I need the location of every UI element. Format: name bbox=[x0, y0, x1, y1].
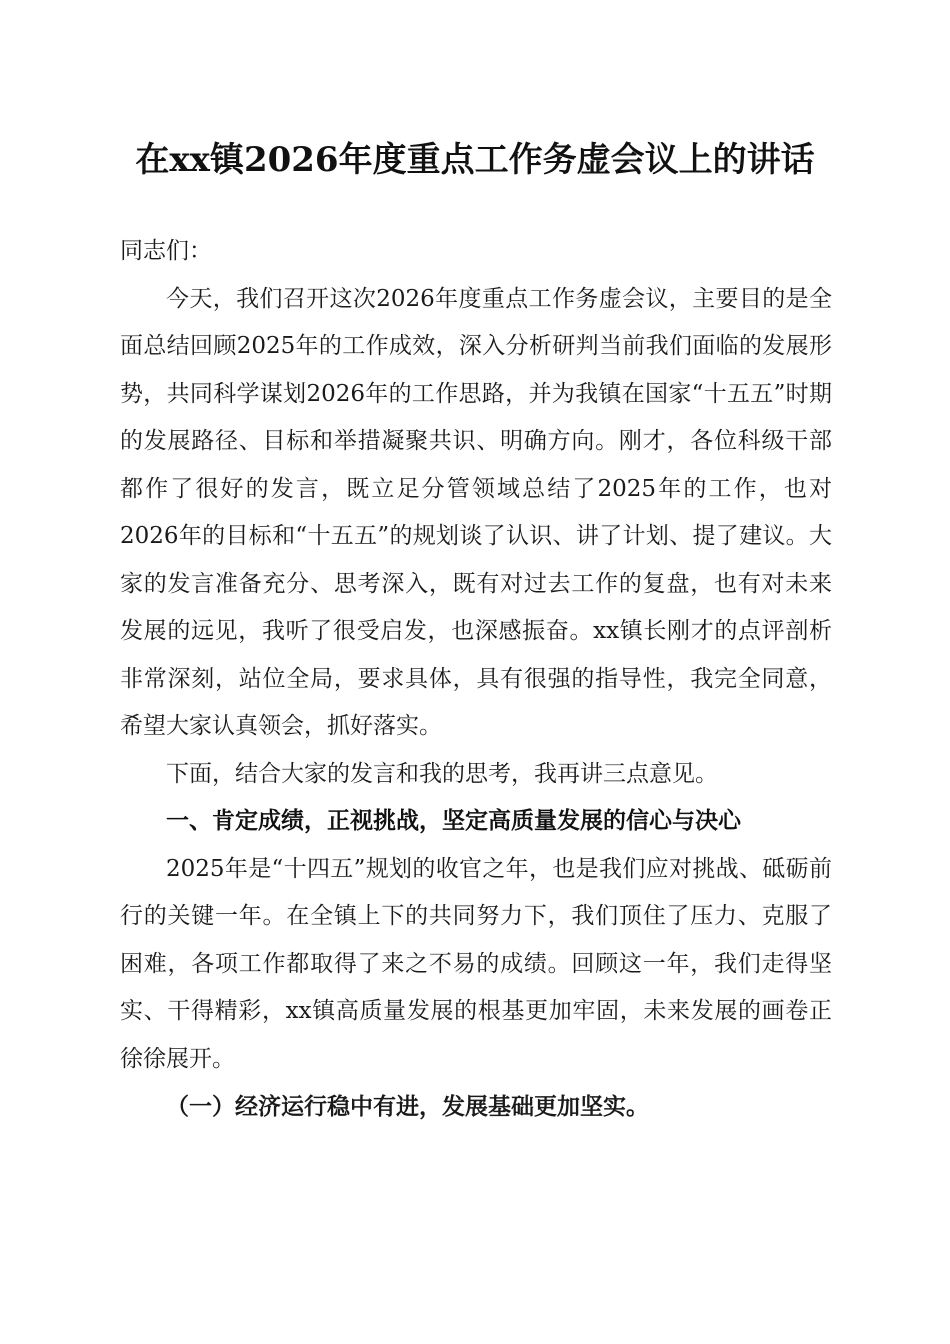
document-title: 在xx镇2026年度重点工作务虚会议上的讲话 bbox=[135, 140, 815, 180]
section-heading-1: 一、肯定成绩，正视挑战，坚定高质量发展的信心与决心 bbox=[166, 808, 741, 834]
salutation: 同志们： bbox=[120, 238, 212, 264]
subsection-heading-1: （一）经济运行稳中有进，发展基础更加坚实。 bbox=[166, 1093, 649, 1120]
intro-paragraph: 今天，我们召开这次2026年度重点工作务虚会议，主要目的是全面总结回顾2025年的工作成效，深入分析研判当前我们面临的发展形势，共同科学谋划2026年的工作思路，并为我镇在国家“十五五”时期的发展路径、目标和举措凝聚共识、明确方向。刚才，各位科级干部都作了很好的发言，既立足分管领域总结了2025年的工作，也对2026年的目标和“十五五”的规划谈了认识、讲了计划、提了建议。大家的发言准备充分、思考深入，既有对过去工作的复盘，也有对未来发展的远见，我听了很受启发，也深感振奋。xx镇长刚才的点评剖析非常深刻，站位全局，要求具体，具有很强的指导性，我完全同意，希望大家认真领会，抓好落实。 bbox=[120, 285, 832, 739]
transition-paragraph: 下面，结合大家的发言和我的思考，我再讲三点意见。 bbox=[166, 760, 718, 787]
document-body bbox=[120, 228, 832, 1131]
section-1-paragraph: 2025年是“十四五”规划的收官之年，也是我们应对挑战、砥砺前行的关键一年。在全镇上下的共同努力下，我们顶住了压力、克服了困难，各项工作都取得了来之不易的成绩。回顾这一年，我们走得坚实、干得精彩，xx镇高质量发展的根基更加牢固，未来发展的画卷正徐徐展开。 bbox=[120, 855, 832, 1072]
